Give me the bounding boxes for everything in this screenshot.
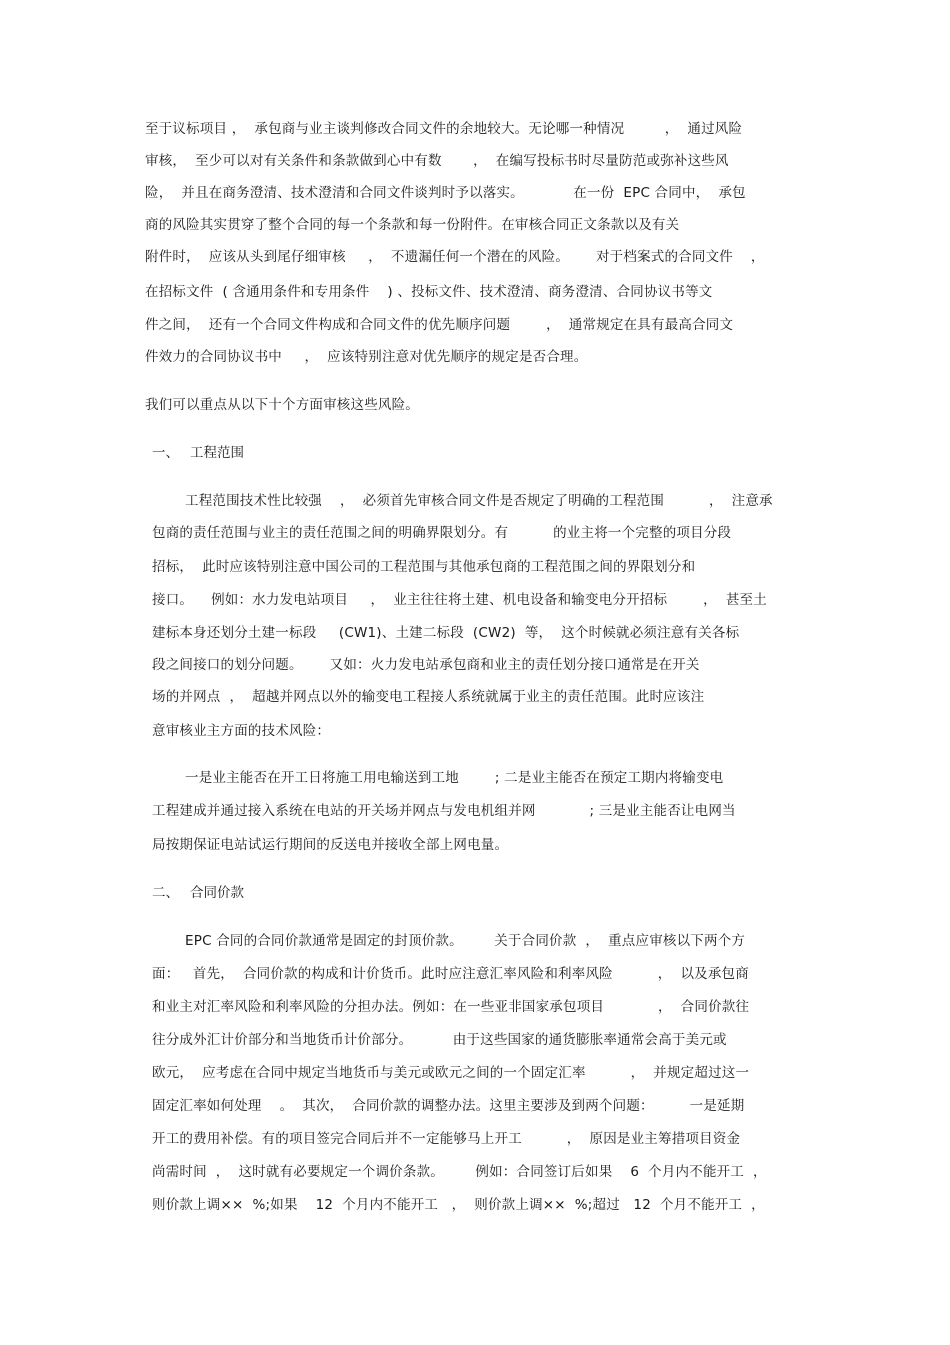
paragraph-1-line-4: 商的风险其实贯穿了整个合同的每一个条款和每一份附件。在审核合同正文条款以及有关 (145, 217, 680, 233)
paragraph-1-line-7: 件之间， 还有一个合同文件构成和合同文件的优先顺序问题 ， 通常规定在具有最高合同文 (145, 317, 734, 333)
section-1-para-b-line-1: 一是业主能否在开工日将施工用电输送到工地 ; 二是业主能否在预定工期内将输变电 (185, 770, 724, 786)
section-1-para-a-line-2: 包商的责任范围与业主的责任范围之间的明确界限划分。有 的业主将一个完整的项目分段 (152, 525, 732, 541)
paragraph-1-line-3: 险， 并且在商务澄清、技术澄清和合同文件谈判时予以落实。 在一份 EPC 合同中， 承包 (145, 185, 746, 201)
section-2-number: 二、 (152, 885, 179, 901)
section-2-para-a-line-8: 尚需时间 ， 这时就有必要规定一个调价条款。 例如：合同签订后如果 6 个月内不能开工 ， (152, 1164, 767, 1180)
section-1-para-a-line-3: 招标， 此时应该特别注意中国公司的工程范围与其他承包商的工程范围之间的界限划分和 (152, 559, 696, 575)
section-2-para-a-line-4: 往分成外汇计价部分和当地货币计价部分。 由于这些国家的通货膨胀率通常会高于美元或 (152, 1032, 727, 1048)
section-2-para-a-line-1: EPC 合同的合同价款通常是固定的封顶价款。 关于合同价款 ， 重点应审核以下两个方 (185, 933, 746, 949)
section-2-title: 合同价款 (190, 885, 244, 901)
section-1-para-a-line-7: 场的并网点 ， 超越并网点以外的输变电工程接人系统就属于业主的责任范围。此时应该注 (152, 689, 705, 705)
section-1-para-a-line-6: 段之间接口的划分问题。 又如：火力发电站承包商和业主的责任划分接口通常是在开关 (152, 657, 700, 673)
section-2-para-a-line-3: 和业主对汇率风险和利率风险的分担办法。例如：在一些亚非国家承包项目 ， 合同价款往 (152, 999, 750, 1015)
paragraph-1-line-2: 审核， 至少可以对有关条件和条款做到心中有数 ， 在编写投标书时尽量防范或弥补这些风 (145, 153, 729, 169)
section-1-title: 工程范围 (190, 445, 244, 461)
section-1-para-a-line-4: 接口。 例如：水力发电站项目 ， 业主往往将土建、机电设备和输变电分开招标 ， 甚至土 (152, 592, 767, 608)
paragraph-1-line-6: 在招标文件 ( 含通用条件和专用条件 ) 、投标文件、技术澄清、商务澄清、合同协议书等文 (145, 284, 713, 300)
section-1-para-b-line-2: 工程建成并通过接入系统在电站的开关场并网点与发电机组并网 ; 三是业主能否让电网当 (152, 803, 736, 819)
paragraph-1-line-8: 件效力的合同协议书中 ， 应该特别注意对优先顺序的规定是否合理。 (145, 349, 588, 365)
section-1-para-a-line-8: 意审核业主方面的技术风险： (152, 723, 331, 739)
section-1-number: 一、 (152, 445, 179, 461)
paragraph-1-line-5: 附件时， 应该从头到尾仔细审核 ， 不遗漏任何一个潜在的风险。 对于档案式的合同文件 ， (145, 249, 765, 265)
section-2-para-a-line-5: 欧元， 应考虑在合同中规定当地货币与美元或欧元之间的一个固定汇率 ， 并规定超过这一 (152, 1065, 750, 1081)
section-1-para-a-line-5: 建标本身还划分土建一标段 (CW1)、土建二标段 (CW2) 等， 这个时候就必须注意有关各标 (152, 625, 740, 641)
section-2-para-a-line-6: 固定汇率如何处理 。 其次， 合同价款的调整办法。这里主要涉及到两个问题： 一是延期 (152, 1098, 745, 1114)
section-2-para-a-line-9: 则价款上调×× %;如果 12 个月内不能开工 ， 则价款上调×× %;超过 12 个月不能开工 ， (152, 1197, 765, 1213)
paragraph-1-line-1: 至于议标项目 ， 承包商与业主谈判修改合同文件的余地较大。无论哪一种情况 ， 通过风险 (145, 121, 743, 137)
section-1-para-a-line-1: 工程范围技术性比较强 ， 必须首先审核合同文件是否规定了明确的工程范围 ， 注意承 (185, 493, 773, 509)
section-2-para-a-line-2: 面： 首先， 合同价款的构成和计价货币。此时应注意汇率风险和利率风险 ， 以及承包商 (152, 966, 749, 982)
section-2-para-a-line-7: 开工的费用补偿。有的项目签完合同后并不一定能够马上开工 ， 原因是业主筹措项目资金 (152, 1131, 741, 1147)
paragraph-2: 我们可以重点从以下十个方面审核这些风险。 (145, 397, 419, 413)
section-1-para-b-line-3: 局按期保证电站试运行期间的反送电并接收全部上网电量。 (152, 837, 509, 853)
